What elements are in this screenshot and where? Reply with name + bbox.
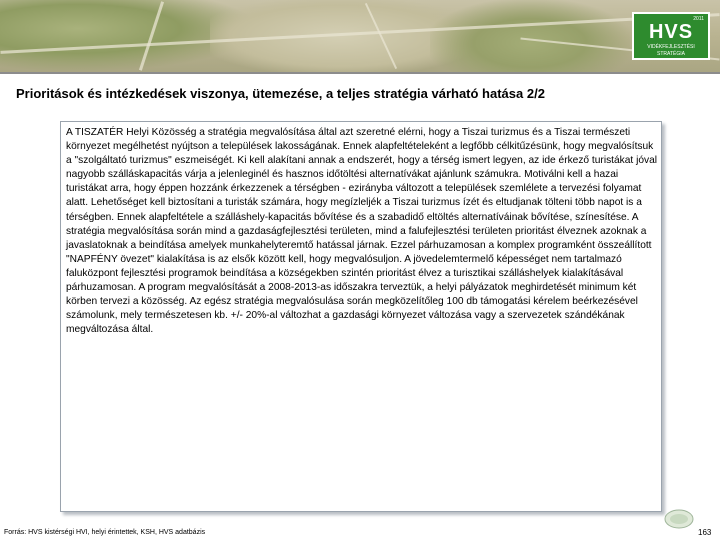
page-title: Prioritások és intézkedések viszonya, ütemezése, a teljes stratégia várható hatása 2/2 (16, 86, 545, 101)
header-banner (0, 0, 720, 72)
page-number: 163 (698, 528, 712, 537)
logo-year: 2011 (693, 16, 704, 22)
panel-body-text: A TISZATÉR Helyi Közösség a stratégia megvalósítása által azt szeretné elérni, hogy a Tiszai turizmus és a Tiszai természeti környezet megélhetést nyújtson a települések lakosságának. Ennek alapfeltételeként a legfőbb célkitűzésünk, hogy megvalósítsuk a "szolgáltató turizmus" eszmeiségét. Ki kell alakítani annak a endszerét, hogy a térség ismert legyen, az ide érkező turistákat jóval nagyobb szálláskapacitás várja a jelenleginél és hasznos időtöltési alternatívákat ajánlunk számukra. Motiválni kell a hazai turistákat arra, hogy éppen hozzánk érkezzenek a térségben - ezirányba változott a települések szemlélete a tervezési folyamat alatt. Lehetőséget kell biztosítani a turisták számára, hogy megízleljék a Tiszai turizmus ízét és eltudjanak tölteni több napot is a térségben. Ennek alapfeltétele a szálláshely-kapacitás bővítése és a szabadidő eltöltés alternatíváinak bővítése, színesítése. A stratégia megvalósítása során mind a gazdaságfejlesztési területen, mind a falufejlesztési területen prioritást élveznek azoknak a javaslatoknak a beindítása amelyek munkahelyteremtő hatással járnak. Ezzel párhuzamosan a komplex programként összeállított "NAPFÉNY övezet" kialakítása is az elsők között kell, hogy megvalósuljon. A jövedelemtermelő képességet nem tartalmazó faluközpont fejlesztési programok beindítása a községekben szintén prioritást élvez a turisztikai szálláshelyek kialakításával párhuzamosan. A program megvalósítását a 2008-2013-as időszakra terveztük, a helyi pályázatok meghirdetését minimum két körben tervezi a közösség. Az egész stratégia megvalósulása során megközelítőleg 100 db támogatási kérelem beérkezésével számolunk, mely természetesen kb. +/- 20%-al változhat a gazdasági környezet változása vagy a szervezetek szándékának megváltozása által. (66, 127, 658, 336)
logo-subtitle: VIDÉKFEJLESZTÉSI STRATÉGIA (647, 44, 695, 57)
hvs-logo (632, 12, 710, 60)
logo-mark: HVS (648, 21, 694, 43)
source-note: Forrás: HVS kistérségi HVI, helyi érintettek, KSH, HVS adatbázis (4, 529, 206, 536)
header-divider (0, 72, 720, 74)
footer-logo-icon (664, 508, 694, 530)
banner-field-right (430, 0, 630, 72)
